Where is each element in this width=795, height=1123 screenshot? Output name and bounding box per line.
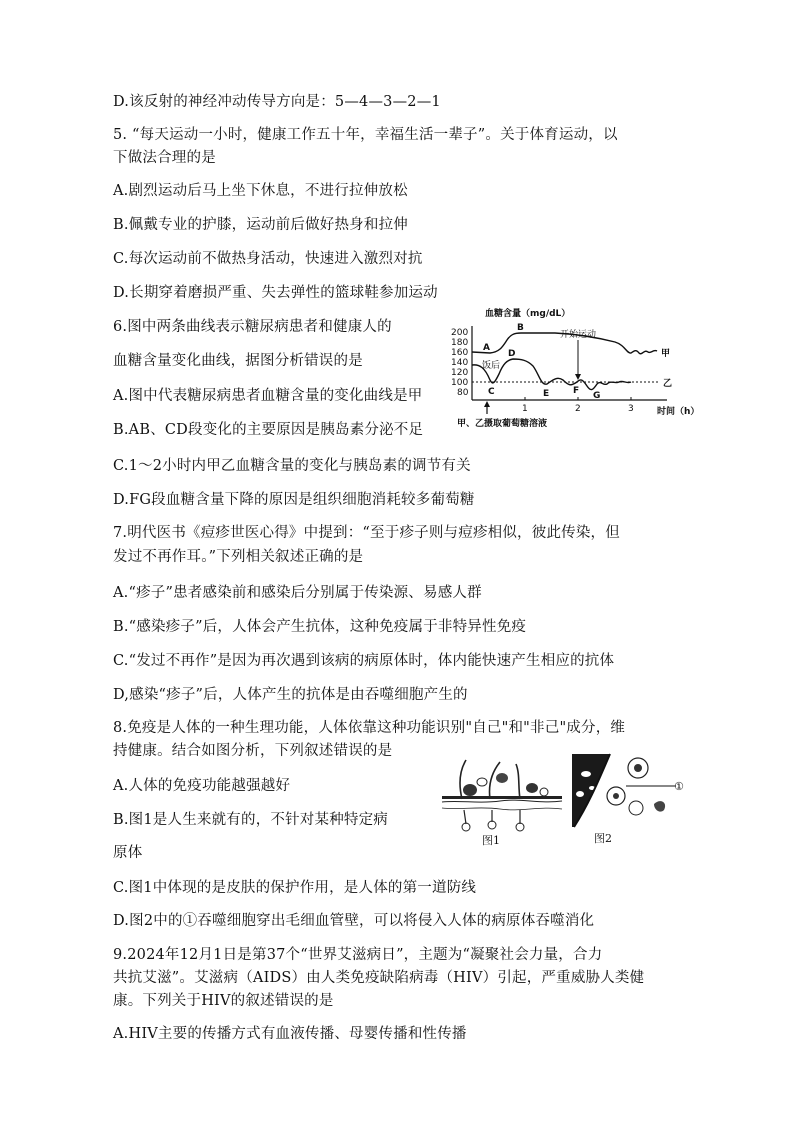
point-label-b: B bbox=[517, 323, 524, 333]
x-tick: 3 bbox=[628, 404, 634, 414]
y-tick: 80 bbox=[457, 388, 469, 398]
graph-title: 血糖含量（mg/dL） bbox=[485, 309, 571, 319]
text-line: C.每次运动前不做热身活动，快速进入激烈对抗 bbox=[113, 251, 423, 267]
point-label-d: D bbox=[508, 349, 516, 359]
x-axis-label: 时间（h） bbox=[657, 407, 700, 417]
text-line: 持健康。结合如图分析，下列叙述错误的是 bbox=[113, 743, 393, 759]
point-label-c: C bbox=[488, 387, 495, 397]
text-line: 7.明代医书《痘疹世医心得》中提到：“至于疹子则与痘疹相似，彼此传染，但 bbox=[113, 525, 620, 541]
figure-1-caption: 图1 bbox=[482, 834, 500, 847]
text-line: B.佩戴专业的护膝，运动前后做好热身和拉伸 bbox=[113, 217, 408, 233]
text-line: C.1～2小时内甲乙血糖含量的变化与胰岛素的调节有关 bbox=[113, 458, 471, 474]
point-label-a: A bbox=[483, 343, 490, 353]
text-line: 5. “每天运动一小时，健康工作五十年，幸福生活一辈子”。关于体育运动，以 bbox=[113, 127, 618, 143]
y-tick: 140 bbox=[451, 358, 469, 368]
text-line: A.“疹子”患者感染前和感染后分别属于传染源、易感人群 bbox=[113, 585, 482, 601]
text-line: A.剧烈运动后马上坐下休息，不进行拉伸放松 bbox=[113, 183, 408, 199]
y-tick: 180 bbox=[451, 338, 469, 348]
point-label-f: F bbox=[573, 386, 580, 396]
exercise-annotation: 开始运动 bbox=[560, 330, 597, 340]
text-line: B.图1是人生来就有的，不针对某种特定病 bbox=[113, 812, 388, 828]
figure-1-skin bbox=[442, 760, 562, 831]
text-line: D.图2中的①吞噬细胞穿出毛细血管壁，可以将侵入人体的病原体吞噬消化 bbox=[113, 913, 595, 929]
y-tick: 200 bbox=[451, 328, 469, 338]
feeding-arrowhead bbox=[484, 401, 490, 407]
text-line: 下做法合理的是 bbox=[113, 150, 216, 166]
text-line: 康。下列关于HIV的叙述错误的是 bbox=[113, 993, 334, 1009]
text-line: C.图1中体现的是皮肤的保护作用，是人体的第一道防线 bbox=[113, 880, 477, 896]
text-line: 8.免疫是人体的一种生理功能，人体依靠这种功能识别"自己"和"非己"成分，维 bbox=[113, 720, 626, 736]
point-label-g: G bbox=[593, 391, 601, 401]
immune-figure bbox=[440, 752, 685, 852]
text-line: 发过不再作耳。”下列相关叙述正确的是 bbox=[113, 549, 364, 565]
figure-2-caption: 图2 bbox=[594, 832, 612, 845]
y-tick: 100 bbox=[451, 378, 469, 388]
text-line: A.图中代表糖尿病患者血糖含量的变化曲线是甲 bbox=[113, 388, 423, 404]
meal-annotation: 饭后 bbox=[482, 361, 501, 371]
text-line: B.“感染疹子”后，人体会产生抗体，这种免疫属于非特异性免疫 bbox=[113, 619, 527, 635]
text-line: D.FG段血糖含量下降的原因是组织细胞消耗较多葡萄糖 bbox=[113, 492, 475, 508]
x-tick: 1 bbox=[522, 404, 528, 414]
text-line: A.HIV主要的传播方式有血液传播、母婴传播和性传播 bbox=[113, 1026, 467, 1042]
text-line: 原体 bbox=[113, 845, 143, 861]
text-line: 6.图中两条曲线表示糖尿病患者和健康人的 bbox=[113, 319, 392, 335]
text-line: D.长期穿着磨损严重、失去弹性的篮球鞋参加运动 bbox=[113, 285, 438, 301]
y-tick: 120 bbox=[451, 368, 469, 378]
x-tick: 2 bbox=[575, 404, 581, 414]
text-line: B.AB、CD段变化的主要原因是胰岛素分泌不足 bbox=[113, 422, 424, 438]
curve-label-yi: 乙 bbox=[663, 379, 673, 389]
figure-2-capillary bbox=[572, 754, 676, 827]
text-line: 9.2024年12月1日是第37个“世界艾滋病日”，主题为“凝聚社会力量，合力 bbox=[113, 947, 603, 963]
curve-label-jia: 甲 bbox=[661, 349, 671, 359]
y-tick: 160 bbox=[451, 348, 469, 358]
text-line: A.人体的免疫功能越强越好 bbox=[113, 778, 291, 794]
graph-caption: 甲、乙摄取葡萄糖溶液 bbox=[457, 419, 548, 429]
text-line: 血糖含量变化曲线，据图分析错误的是 bbox=[113, 353, 363, 369]
exercise-arrowhead bbox=[575, 374, 581, 380]
text-line: C.“发过不再作”是因为再次遇到该病的病原体时，体内能快速产生相应的抗体 bbox=[113, 653, 615, 669]
text-line: 共抗艾滋”。艾滋病（AIDS）由人类免疫缺陷病毒（HIV）引起，严重威胁人类健 bbox=[113, 970, 645, 986]
text-line: D,感染“疹子”后，人体产生的抗体是由吞噬细胞产生的 bbox=[113, 687, 468, 703]
point-label-e: E bbox=[543, 389, 550, 399]
blood-glucose-graph bbox=[445, 306, 710, 430]
text-line: D.该反射的神经冲动传导方向是：5—4—3—2—1 bbox=[113, 94, 441, 110]
marker-1: ① bbox=[674, 780, 684, 793]
